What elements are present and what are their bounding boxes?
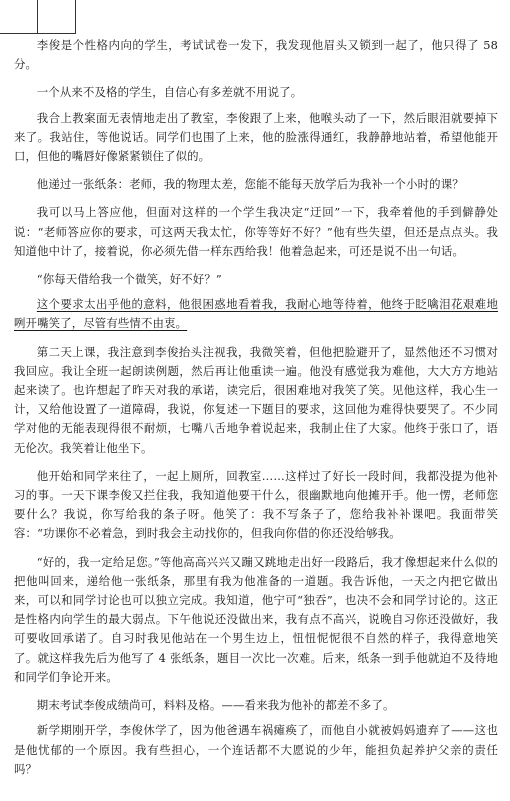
paragraph: 期末考试李俊成绩尚可，料料及格。——看来我为他补的都差不多了。 [36,698,395,713]
paragraph: “好的，我一定给足您。”等他高高兴兴又蹦又跳地走出好一段路后，我才像想起来什么似的把他叫回来，递给他一张纸条，那里有我为他准备的一道题。我告诉他，一天之内把它做出来，可以和同学讨论也可以独立完成。我知道，他宁可“独吞”，也决不会和同学讨论的。这正是性格内向学生的最大弱点。下午他说还没做出来，我有点不高兴，说晚自习你还没做好，我可要收回承诺了。自习时我见他站在一个男生边上，忸忸怩怩很不自然的样子，我得意地笑了。就这样我先后为他写了 4 张纸条，题目一次比一次难。后来，纸条一到手他就迫不及待地和同学们争论开来。 [14,554,498,684]
paragraph: 一个从来不及格的学生，自信心有多差就不用说了。 [36,85,303,100]
score-box [0,0,76,34]
paragraph: 第二天上课，我注意到李俊抬头注视我，我微笑着，但他把脸避开了，显然他还不习惯对我回应。我让全班一起朗读例题，然后再让他重读一遍。他没有感觉我为难他，大大方方地站起来读了。也许想起了昨天对我的承诺，读完后，很困难地对我笑了笑。见他这样，我心生一计，又给他设置了一道障碍，我说，你复述一下题目的要求，这回他为难得快要哭了。不少同学对他的无能表现得很不耐烦，七嘴八舌地争着说起来，我制止住了大家。他终于张口了，语无伦次。我笑着让他坐下。 [14,344,498,455]
score-box-divider [37,0,38,34]
paragraph: 李俊是个性格内向的学生，考试试卷一发下，我发现他眉头又锁到一起了，他只得了 58 分。 [14,38,498,72]
paragraph: 我合上教案面无表情地走出了教室，李俊跟了上来，他喉头动了一下，然后眼泪就要掉下来了。我站住，等他说话。同学们也围了上来，他的脸涨得通红，我静静地站着，希望他能开口，但他的嘴唇好像紧紧锁住了似的。 [14,110,498,164]
paragraph-quote: “你每天借给我一个微笑，好不好？” [36,272,222,287]
paragraph-underlined: 这个要求太出乎他的意料，他很困惑地看着我，我耐心地等待着，他终于眨噙泪花艰难地咧开嘴笑了，尽管有些情不由衷。 [14,297,498,331]
paragraph: 他开始和同学来往了，一起上厕所，回教室……这样过了好长一段时间，我都没提为他补习的事。一天下课李俊又拦住我，我知道他要干什么，很幽默地向他摊开手。他一愣，老师您要什么？我说，你写给我的条子呀。他笑了：我不写条子了，您给我补补课吧。我面带笑容：“功课你不必着急，到时我会主动找你的，但我向你借的你还没给够我。 [14,468,498,541]
paragraph: 新学期刚开学，李俊休学了，因为他爸遇车祸瘫痪了，而他自小就被妈妈遗弃了——这也是他忧郁的一个原因。我有些担心，一个连话都不大愿说的少年，能担负起养护父亲的责任吗？ [14,723,498,776]
document-body [14,36,498,788]
paragraph: 我可以马上答应他，但面对这样的一个学生我决定“迂回”一下，我牵着他的手到僻静处说：“老师答应你的要求，可这两天我太忙，你等等好不好？”他有些失望，但还是点点头。我知道他中计了，接着说，你必须先借一样东西给我！他着急起来，可还是说不出一句话。 [14,205,498,258]
paragraph: 他递过一张纸条：老师，我的物理太差，您能不能每天放学后为我补一个小时的课？ [36,177,464,192]
